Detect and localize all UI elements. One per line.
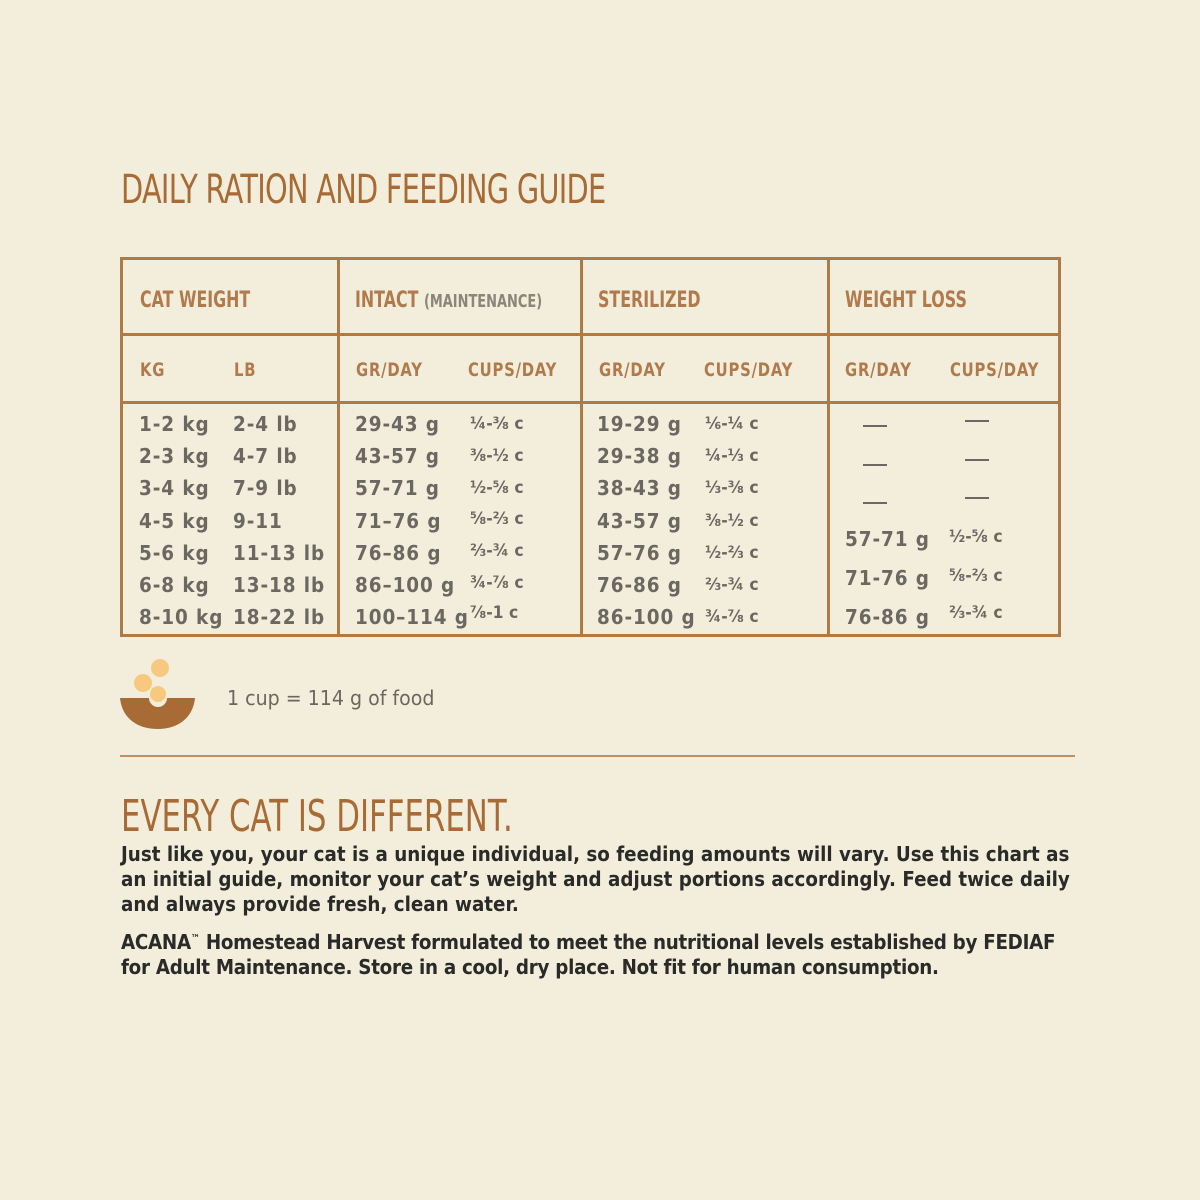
empty-value-dash	[965, 497, 989, 499]
cell-intact-gr: 71–76 g	[355, 509, 442, 533]
cell-loss-cups: ½-⅝ c	[949, 527, 1003, 547]
product-statement-paragraph	[121, 930, 1073, 980]
cell-sterilized-cups: ¾-⅞ c	[705, 607, 759, 627]
cell-intact-gr: 57-71 g	[355, 476, 440, 500]
header-sublabel: (MAINTENANCE)	[423, 291, 543, 312]
brand-name: ACANA	[121, 930, 191, 954]
cell-sterilized-gr: 38-43 g	[597, 476, 682, 500]
cell-intact-cups: ⅞-1 c	[470, 603, 519, 623]
empty-value-dash	[965, 459, 989, 461]
cell-lb: 9-11	[233, 509, 283, 533]
cell-intact-gr: 100–114 g	[355, 605, 469, 629]
product-statement-text: Homestead Harvest formulated to meet the nutritional levels established by FEDIAF for Adult Maintenance. Store in a cool, dry place. Not fit for human consumption.	[121, 930, 1056, 979]
feeding-table	[120, 257, 1061, 637]
cell-loss-gr: 57-71 g	[845, 527, 930, 551]
cell-lb: 11-13 lb	[233, 541, 326, 565]
cell-sterilized-cups: ¼-⅓ c	[705, 446, 759, 466]
subheader-kg: KG	[140, 359, 166, 381]
column-divider	[827, 260, 830, 634]
cell-lb: 18-22 lb	[233, 605, 326, 629]
cell-intact-gr: 29-43 g	[355, 412, 440, 436]
empty-value-dash	[863, 464, 887, 466]
cell-intact-cups: ¼-⅜ c	[470, 414, 524, 434]
cell-intact-cups: ⅝-⅔ c	[470, 509, 524, 529]
subheader-loss-cups: CUPS/DAY	[950, 359, 1040, 381]
cell-sterilized-gr: 19-29 g	[597, 412, 682, 436]
cell-lb: 4-7 lb	[233, 444, 298, 468]
cell-intact-cups: ⅜-½ c	[470, 446, 524, 466]
row-divider	[123, 401, 1058, 404]
cell-sterilized-cups: ⅜-½ c	[705, 511, 759, 531]
cell-kg: 4-5 kg	[139, 509, 210, 533]
column-divider	[337, 260, 340, 634]
cell-intact-cups: ¾-⅞ c	[470, 573, 524, 593]
subheader-loss-gr: GR/DAY	[845, 359, 912, 381]
header-intact	[355, 288, 542, 313]
header-cat-weight	[140, 288, 250, 313]
cell-loss-gr: 76-86 g	[845, 605, 930, 629]
header-label: INTACT	[355, 288, 419, 313]
cell-sterilized-gr: 29-38 g	[597, 444, 682, 468]
subheader-intact-cups: CUPS/DAY	[468, 359, 558, 381]
cell-sterilized-gr: 57-76 g	[597, 541, 682, 565]
cell-loss-cups: ⅝-⅔ c	[949, 566, 1003, 586]
header-label: WEIGHT LOSS	[845, 288, 967, 313]
empty-value-dash	[863, 425, 887, 427]
cell-sterilized-cups: ½-⅔ c	[705, 543, 759, 563]
header-weight-loss	[845, 288, 967, 313]
header-label: STERILIZED	[598, 288, 701, 313]
cell-sterilized-cups: ⅓-⅜ c	[705, 478, 759, 498]
header-sterilized	[598, 288, 701, 313]
food-bowl-icon	[118, 656, 198, 734]
cell-kg: 6-8 kg	[139, 573, 210, 597]
subheader-lb: LB	[234, 359, 257, 381]
cell-sterilized-gr: 86-100 g	[597, 605, 696, 629]
cell-lb: 13-18 lb	[233, 573, 326, 597]
cell-intact-gr: 76–86 g	[355, 541, 442, 565]
cup-conversion-note: 1 cup = 114 g of food	[227, 686, 435, 710]
subheader-sterilized-gr: GR/DAY	[599, 359, 666, 381]
feeding-advice-paragraph: Just like you, your cat is a unique individual, so feeding amounts will vary. Use this chart as an initial guide, monitor your cat’s weight and adjust portions accordingly. Feed twice daily and always provide fresh, clean water.	[121, 842, 1070, 916]
page-title: DAILY RATION AND FEEDING GUIDE	[121, 167, 606, 213]
cell-kg: 5-6 kg	[139, 541, 210, 565]
trademark-symbol: ™	[190, 933, 200, 945]
section-divider	[120, 755, 1075, 757]
cell-lb: 2-4 lb	[233, 412, 298, 436]
cell-intact-gr: 86–100 g	[355, 573, 456, 597]
column-divider	[580, 260, 583, 634]
section-headline: EVERY CAT IS DIFFERENT.	[121, 791, 513, 842]
cell-kg: 3-4 kg	[139, 476, 210, 500]
subheader-sterilized-cups: CUPS/DAY	[704, 359, 794, 381]
cell-kg: 1-2 kg	[139, 412, 210, 436]
cell-loss-gr: 71-76 g	[845, 566, 930, 590]
cell-lb: 7-9 lb	[233, 476, 298, 500]
cell-sterilized-gr: 43-57 g	[597, 509, 682, 533]
cell-loss-cups: ⅔-¾ c	[949, 603, 1003, 623]
empty-value-dash	[863, 502, 887, 504]
cell-sterilized-gr: 76-86 g	[597, 573, 682, 597]
cell-sterilized-cups: ⅔-¾ c	[705, 575, 759, 595]
cell-intact-cups: ½-⅝ c	[470, 478, 524, 498]
cell-sterilized-cups: ⅙-¼ c	[705, 414, 759, 434]
cell-intact-gr: 43-57 g	[355, 444, 440, 468]
header-label: CAT WEIGHT	[140, 288, 251, 313]
cell-kg: 8-10 kg	[139, 605, 224, 629]
cell-kg: 2-3 kg	[139, 444, 210, 468]
row-divider	[123, 333, 1058, 336]
cell-intact-cups: ⅔-¾ c	[470, 541, 524, 561]
subheader-intact-gr: GR/DAY	[356, 359, 423, 381]
empty-value-dash	[965, 420, 989, 422]
